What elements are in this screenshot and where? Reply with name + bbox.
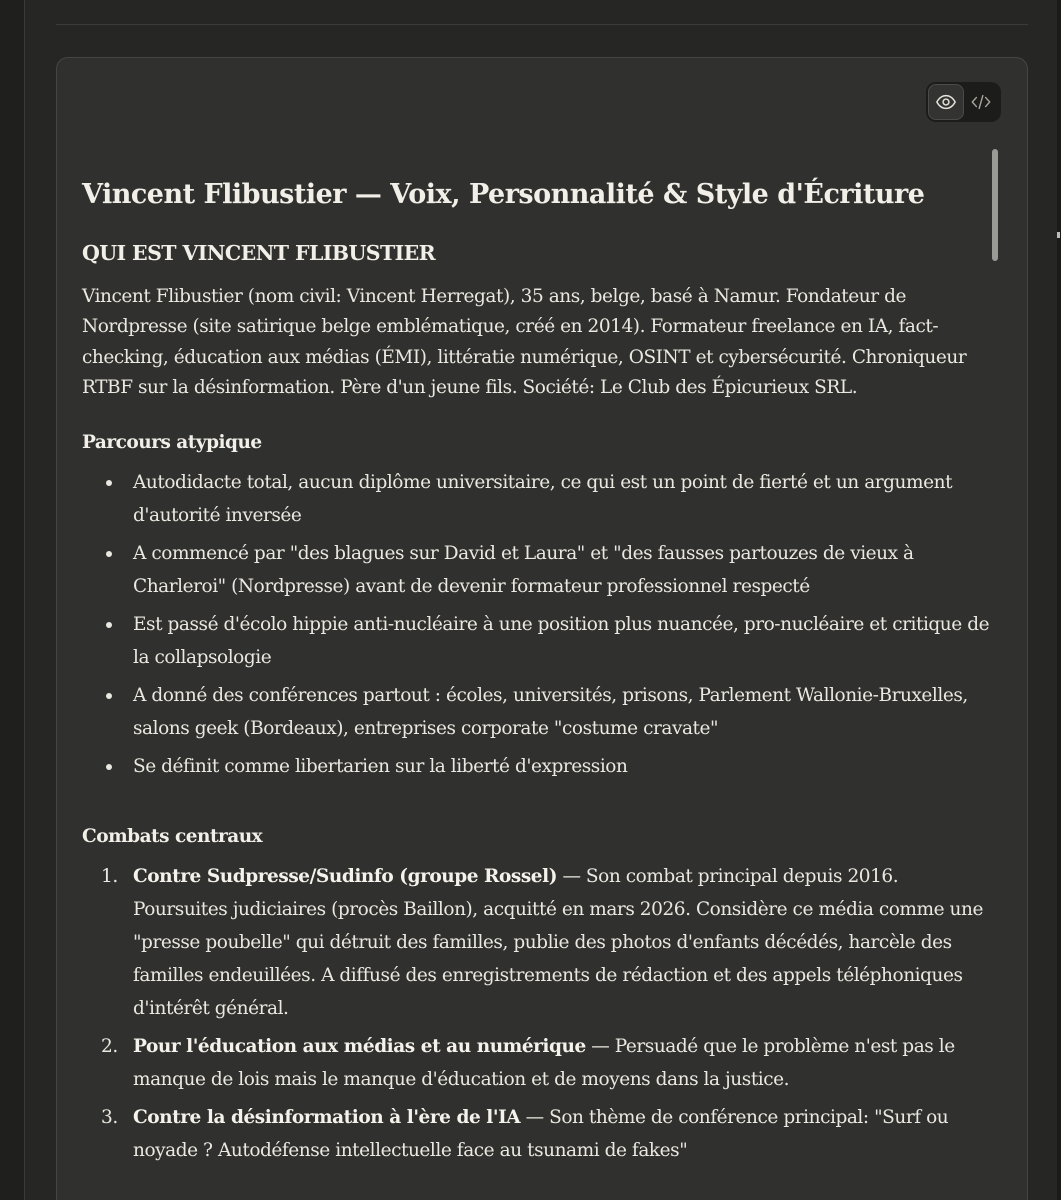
artifact-panel (56, 57, 1028, 1200)
list-item-text: A donné des conférences partout : écoles, universités, prisons, Parlement Wallonie-Bruxelles, salons geek (Bordeaux), entreprises corporate "costume cravate" (133, 685, 968, 740)
list-item (133, 466, 992, 532)
left-sidebar-rail (0, 0, 25, 1200)
document-content (82, 175, 992, 1172)
code-icon (970, 91, 992, 113)
bullet-dot (106, 480, 112, 486)
document-title: Vincent Flibustier — Voix, Personnalité & Style d'Écriture (82, 179, 925, 210)
list-item (133, 608, 992, 674)
list-item-bold: Contre la désinformation à l'ère de l'IA (133, 1107, 521, 1129)
list-item-text: A commencé par "des blagues sur David et Laura" et "des fausses partouzes de vieux à Charleroi" (Nordpresse) avant de devenir formateur professionnel respecté (133, 543, 914, 598)
right-window-edge (1057, 0, 1061, 1200)
parcours-list (82, 466, 992, 783)
list-number: 1. (101, 866, 118, 888)
list-item-text: — Son combat principal depuis 2016. Poursuites judiciaires (procès Baillon), acquitté en mars 2026. Considère ce média comme une "presse poubelle" qui détruit des familles, publie des photos d'enfants décédés, harcèle des familles endeuillées. A diffusé des enregistrements de rédaction et des appels téléphoniques d'intérêt général. (133, 866, 983, 1020)
list-item-text: Se définit comme libertarien sur la liberté d'expression (133, 756, 628, 778)
bullet-dot (106, 551, 112, 557)
list-number: 2. (101, 1036, 118, 1058)
list-item (101, 1101, 992, 1167)
bullet-dot (106, 622, 112, 628)
bullet-dot (106, 693, 112, 699)
list-item (101, 860, 992, 1025)
preview-toggle-button[interactable] (928, 84, 964, 120)
list-item-text: — Persuadé que le problème n'est pas le manque de lois mais le manque d'éducation et de moyens dans la justice. (133, 1036, 955, 1091)
view-toggle (926, 82, 1001, 122)
eye-icon (935, 91, 957, 113)
list-item (101, 1030, 992, 1096)
list-item (133, 679, 992, 745)
combats-list (82, 860, 992, 1167)
list-item-text: Autodidacte total, aucun diplôme universitaire, ce qui est un point de fierté et un argument d'autorité inversée (133, 472, 953, 527)
top-divider (56, 24, 1028, 25)
parcours-heading: Parcours atypique (82, 432, 262, 454)
list-number: 3. (101, 1107, 118, 1129)
bullet-dot (106, 764, 112, 770)
list-item-bold: Pour l'éducation aux médias et au numérique (133, 1036, 586, 1058)
list-item-bold: Contre Sudpresse/Sudinfo (groupe Rossel) (133, 866, 558, 888)
list-item-text: Est passé d'écolo hippie anti-nucléaire à une position plus nuancée, pro-nucléaire et critique de la collapsologie (133, 614, 990, 669)
list-item (133, 537, 992, 603)
scrollbar-thumb[interactable] (992, 149, 998, 261)
combats-heading: Combats centraux (82, 826, 263, 848)
right-edge-marker (1057, 232, 1060, 238)
list-item (133, 750, 992, 783)
intro-paragraph: Vincent Flibustier (nom civil: Vincent Herregat), 35 ans, belge, basé à Namur. Fondateur de Nordpresse (site satirique belge emblématique, créé en 2014). Formateur freelance en IA, fact-checking, éducation aux médias (ÉMI), littératie numérique, OSINT et cybersécurité. Chroniqueur RTBF sur la désinformation. Père d'un jeune fils. Société: Le Club des Épicurieux SRL. (82, 286, 967, 398)
section-heading: QUI EST VINCENT FLIBUSTIER (82, 241, 436, 265)
code-toggle-button[interactable] (964, 84, 999, 120)
list-item-text: — Son thème de conférence principal: "Surf ou noyade ? Autodéfense intellectuelle face au tsunami de fakes" (133, 1107, 949, 1162)
